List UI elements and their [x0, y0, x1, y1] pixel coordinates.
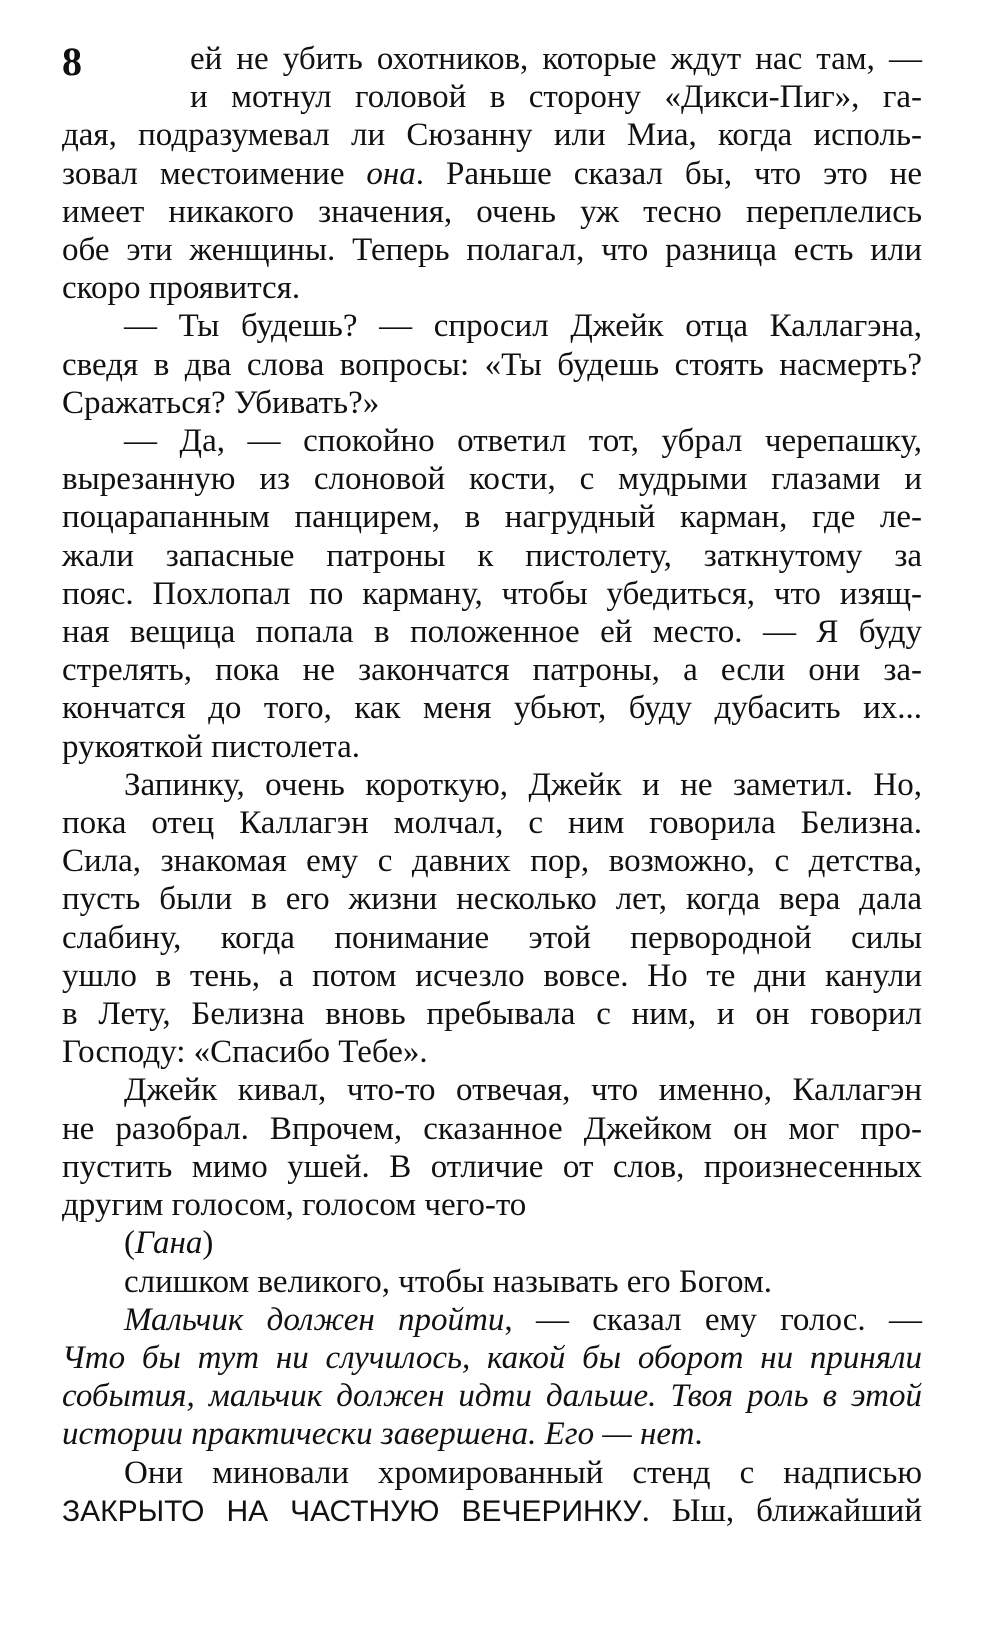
text-line: пустить мимо ушей. В отличие от слов, произнесенных — [62, 1148, 922, 1185]
text-line: события, мальчик должен идти дальше. Твоя роль в этой — [62, 1378, 922, 1415]
text-line: пусть были в его жизни несколько лет, когда вера дала — [62, 881, 922, 918]
text-line: поцарапанным панцирем, в нагрудный карман, где ле- — [62, 499, 922, 536]
text-line: вырезанную из слоновой кости, с мудрыми глазами и — [62, 461, 922, 498]
text-line: Что бы тут ни случилось, какой бы оборот ни приняли — [62, 1339, 922, 1376]
text-column — [62, 40, 922, 1531]
text-line: Сражаться? Убивать?» — [62, 384, 380, 421]
text-line: пока отец Каллагэн молчал, с ним говорила Белизна. — [62, 805, 922, 842]
italic-word: она — [366, 155, 416, 192]
text-line: Запинку, очень короткую, Джейк и не заметил. Но, — [124, 766, 922, 803]
italic-word: Гана — [135, 1225, 203, 1262]
text-line: стрелять, пока не закончатся патроны, а если они за- — [62, 652, 922, 689]
text-line: жали запасные патроны к пистолету, заткнутому за — [62, 537, 922, 574]
paragraph-1-lead — [62, 40, 922, 116]
text-line: пояс. Похлопал по карману, чтобы убедиться, что изящ- — [62, 575, 922, 612]
text-line: дая, подразумевал ли Сюзанну или Миа, когда исполь- — [62, 117, 922, 154]
text-line: Сила, знакомая ему с давних пор, возможно, с детства, — [62, 843, 922, 880]
text-line: в Лету, Белизна вновь пребывала с ним, и он говорил — [62, 996, 922, 1033]
text-line: кончатся до того, как меня убьют, буду дубасить их... — [62, 690, 922, 727]
text-line: рукояткой пистолета. — [62, 728, 361, 765]
text-line — [62, 1492, 922, 1531]
text-line — [62, 1224, 922, 1262]
text-span: , — сказал ему голос. — — [504, 1301, 922, 1338]
text-line: Они миновали хромированный стенд с надписью — [124, 1454, 922, 1491]
text-line — [62, 1415, 922, 1453]
text-line: слишком великого, чтобы называть его Богом. — [124, 1263, 773, 1300]
text-span: . Ыш, ближайший — [641, 1492, 922, 1529]
text-line — [62, 1301, 922, 1339]
text-line: Джейк кивал, что-то отвечая, что именно, Каллагэн — [124, 1072, 922, 1109]
text-line: ушло в тень, а потом исчезло вовсе. Но те дни канули — [62, 957, 922, 994]
text-line: не разобрал. Впрочем, сказанное Джейком он мог про- — [62, 1110, 922, 1147]
text-span: ) — [202, 1225, 214, 1262]
text-line: сведя в два слова вопросы: «Ты будешь стоять насмерть? — [62, 346, 922, 383]
text-span: . Раньше сказал бы, что это не — [415, 155, 922, 192]
text-line — [62, 155, 922, 193]
text-line: и мотнул головой в сторону «Дикси-Пиг», га- — [190, 79, 922, 116]
text-line: обе эти женщины. Теперь полагал, что разница есть или — [62, 232, 922, 269]
italic-span: Мальчик должен пройти — [124, 1301, 505, 1338]
text-line: слабину, когда понимание этой первородной силы — [62, 919, 922, 956]
italic-span: истории практически завершена. Его — нет — [62, 1416, 695, 1453]
chapter-number: 8 — [62, 39, 82, 84]
text-line: имеет никакого значения, очень уж тесно переплелись — [62, 193, 922, 230]
sign-text: ЗАКРЫТО НА ЧАСТНУЮ ВЕЧЕРИНКУ — [62, 1494, 642, 1528]
text-line: ная вещица попала в положенное ей место. — Я буду — [62, 614, 922, 651]
text-line: другим голосом, голосом чего-то — [62, 1187, 527, 1224]
text-line: Господу: «Спасибо Тебе». — [62, 1034, 428, 1071]
text-span: ( — [124, 1225, 135, 1262]
text-line: — Да, — спокойно ответил тот, убрал черепашку, — [124, 423, 922, 460]
text-line: ей не убить охотников, которые ждут нас там, — — [190, 41, 922, 77]
text-line: — Ты будешь? — спросил Джейк отца Каллагэна, — [124, 308, 922, 345]
text-line: скоро проявится. — [62, 270, 301, 307]
text-span: . — [694, 1416, 703, 1453]
text-span: зовал местоимение — [62, 155, 367, 192]
